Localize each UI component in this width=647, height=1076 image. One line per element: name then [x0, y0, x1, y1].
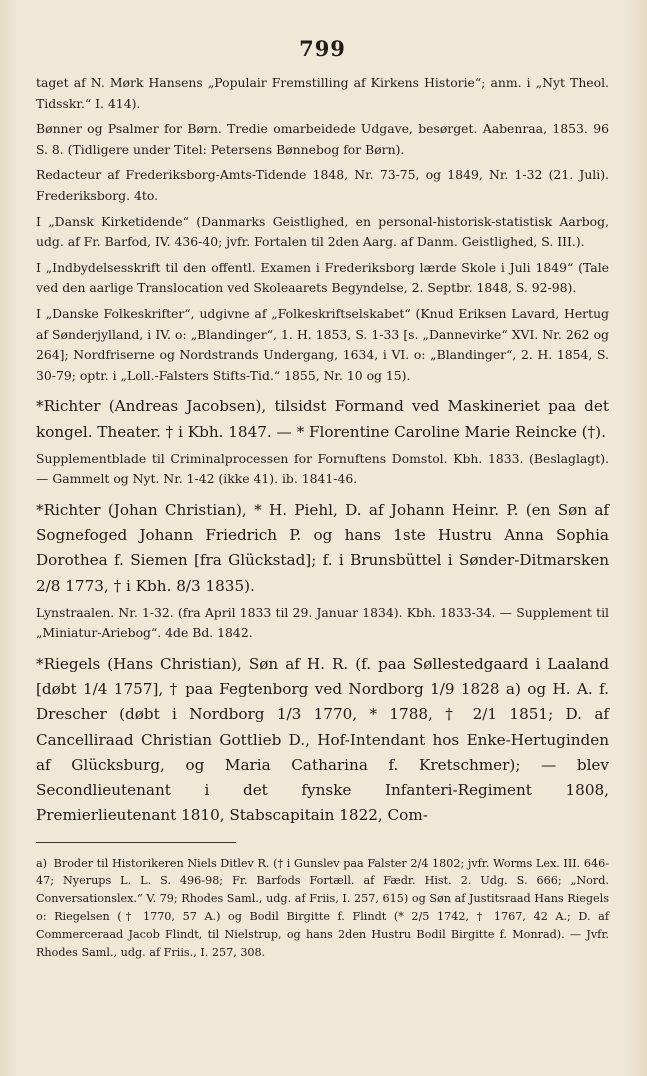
footnote-divider [36, 842, 236, 843]
entry-frederiksborg-amtstidende: Redacteur af Frederiksborg-Amts-Tidende 1848, Nr. 73-75, og 1849, Nr. 1-32 (21. Juli). Frederiksborg. 4to. [36, 167, 609, 203]
entry-populair-fremstilling: taget af N. Mørk Hansens „Populair Fremstilling af Kirkens Historie“; anm. i „Nyt Theol. Tidsskr.“ I. 414). [36, 75, 609, 111]
works-richter-andreas: Supplementblade til Criminalprocessen for Fornuftens Domstol. Kbh. 1833. (Beslaglagt). — Gammelt og Nyt. Nr. 1-42 (ikke 41). ib. 1841-46. [36, 450, 609, 487]
footnote-text: Broder til Historikeren Niels Ditlev R. († i Gunslev paa Falster 2/4 1802; jvfr. Worms Lex. III. 646-47; Nyerups L. L. S. 496-98; Fr. Barfods Fortæll. af Fædr. Hist. 2. Udg. S. 666; „Nord. Conversationslex.“ V. 79; Rhodes Saml., udg. af Friis, I. 257, 615) og Søn af Justitsraad Hans Riegels o: Riegelsen († 1770, 57 A.) og Bodil Birgitte f. Flindt (* 2/5 1742, † 1767, 42 A.; D. af Commerceraad Jacob Flindt, til Nielstrup, og hans 2den Hustru Bodil Birgitte f. Monrad). — Jvfr. Rhodes Saml., udg. af Friis., I. 257, 308. [36, 856, 609, 959]
page-number: 799 [299, 36, 346, 61]
entry-indbydelsesskrift: I „Indbydelsesskrift til den offentl. Examen i Frederiksborg lærde Skole i Juli 1849“ (Tale ved den aarlige Translocation ved Skoleaarets Begyndelse, 2. Septbr. 1848, S. 92-98). [36, 259, 609, 296]
person-heading-richter-johan: *Richter (Johan Christian), * H. Piehl, D. af Johann Heinr. P. (en Søn af Sognefoged Johann Friedrich P. og hans 1ste Hustru Anna Sophia Dorothea f. Siemen [fra Glückstad]; f. i Brunsbüttel i Sønder-Ditmarsken 2/8 1773, † i Kbh. 8/3 1835). [36, 500, 609, 595]
works-richter-johan: Lynstraalen. Nr. 1-32. (fra April 1833 til 29. Januar 1834). Kbh. 1833-34. — Supplement til „Miniatur-Ariebog“. 4de Bd. 1842. [36, 604, 609, 641]
footnote-marker: a) [36, 856, 48, 870]
entry-bonner-og-psalmer: Bønner og Psalmer for Børn. Tredie omarbeidede Udgave, besørget. Aabenraa, 1853. 96 S. 8. (Tidligere under Titel: Petersens Bønnebog for Børn). [36, 121, 609, 157]
footnote [36, 855, 609, 962]
entry-dansk-kirketidende: I „Dansk Kirketidende“ (Danmarks Geistlighed, en personal-historisk-statistisk Aarbog, udg. af Fr. Barfod, IV. 436-40; jvfr. Fortalen til 2den Aarg. af Danm. Geistlighed, S. III.). [36, 213, 609, 250]
person-heading-riegels-hans: *Riegels (Hans Christian), Søn af H. R. (f. paa Søllestedgaard i Laaland [døbt 1/4 1757], † paa Fegtenborg ved Nordborg 1/9 1828 a) og H. A. f. Drescher (døbt i Nordborg 1/3 1770, * 1788, † 2/1 1851; D. af Cancelliraad Christian Gottlieb D., Hof-Intendant hos Enke-Hertuginden af Glücksburg, og Maria Catharina f. Kretschmer); — blev Secondlieutenant i det fynske Infanteri-Regiment 1808, Premierlieutenant 1810, Stabscapitain 1822, Com- [36, 654, 609, 825]
person-heading-richter-andreas: *Richter (Andreas Jacobsen), tilsidst Formand ved Maskineriet paa det kongel. Theater. † i Kbh. 1847. — * Florentine Caroline Marie Reincke (†). [36, 397, 609, 441]
entry-danske-folkeskrifter: I „Danske Folkeskrifter“, udgivne af „Folkeskriftselskabet“ (Knud Eriksen Lavard, Hertug af Sønderjylland, i IV. o: „Blandinger“, 1. H. 1853, S. 1-33 [s. „Dannevirke“ XVI. Nr. 262 og 264]; Nordfriserne og Nordstrands Undergang, 1634, i VI. o: „Blandinger“, 2. H. 1854, S. 30-79; optr. i „Loll.-Falsters Stifts-Tid.“ 1855, Nr. 10 og 15). [36, 305, 609, 383]
